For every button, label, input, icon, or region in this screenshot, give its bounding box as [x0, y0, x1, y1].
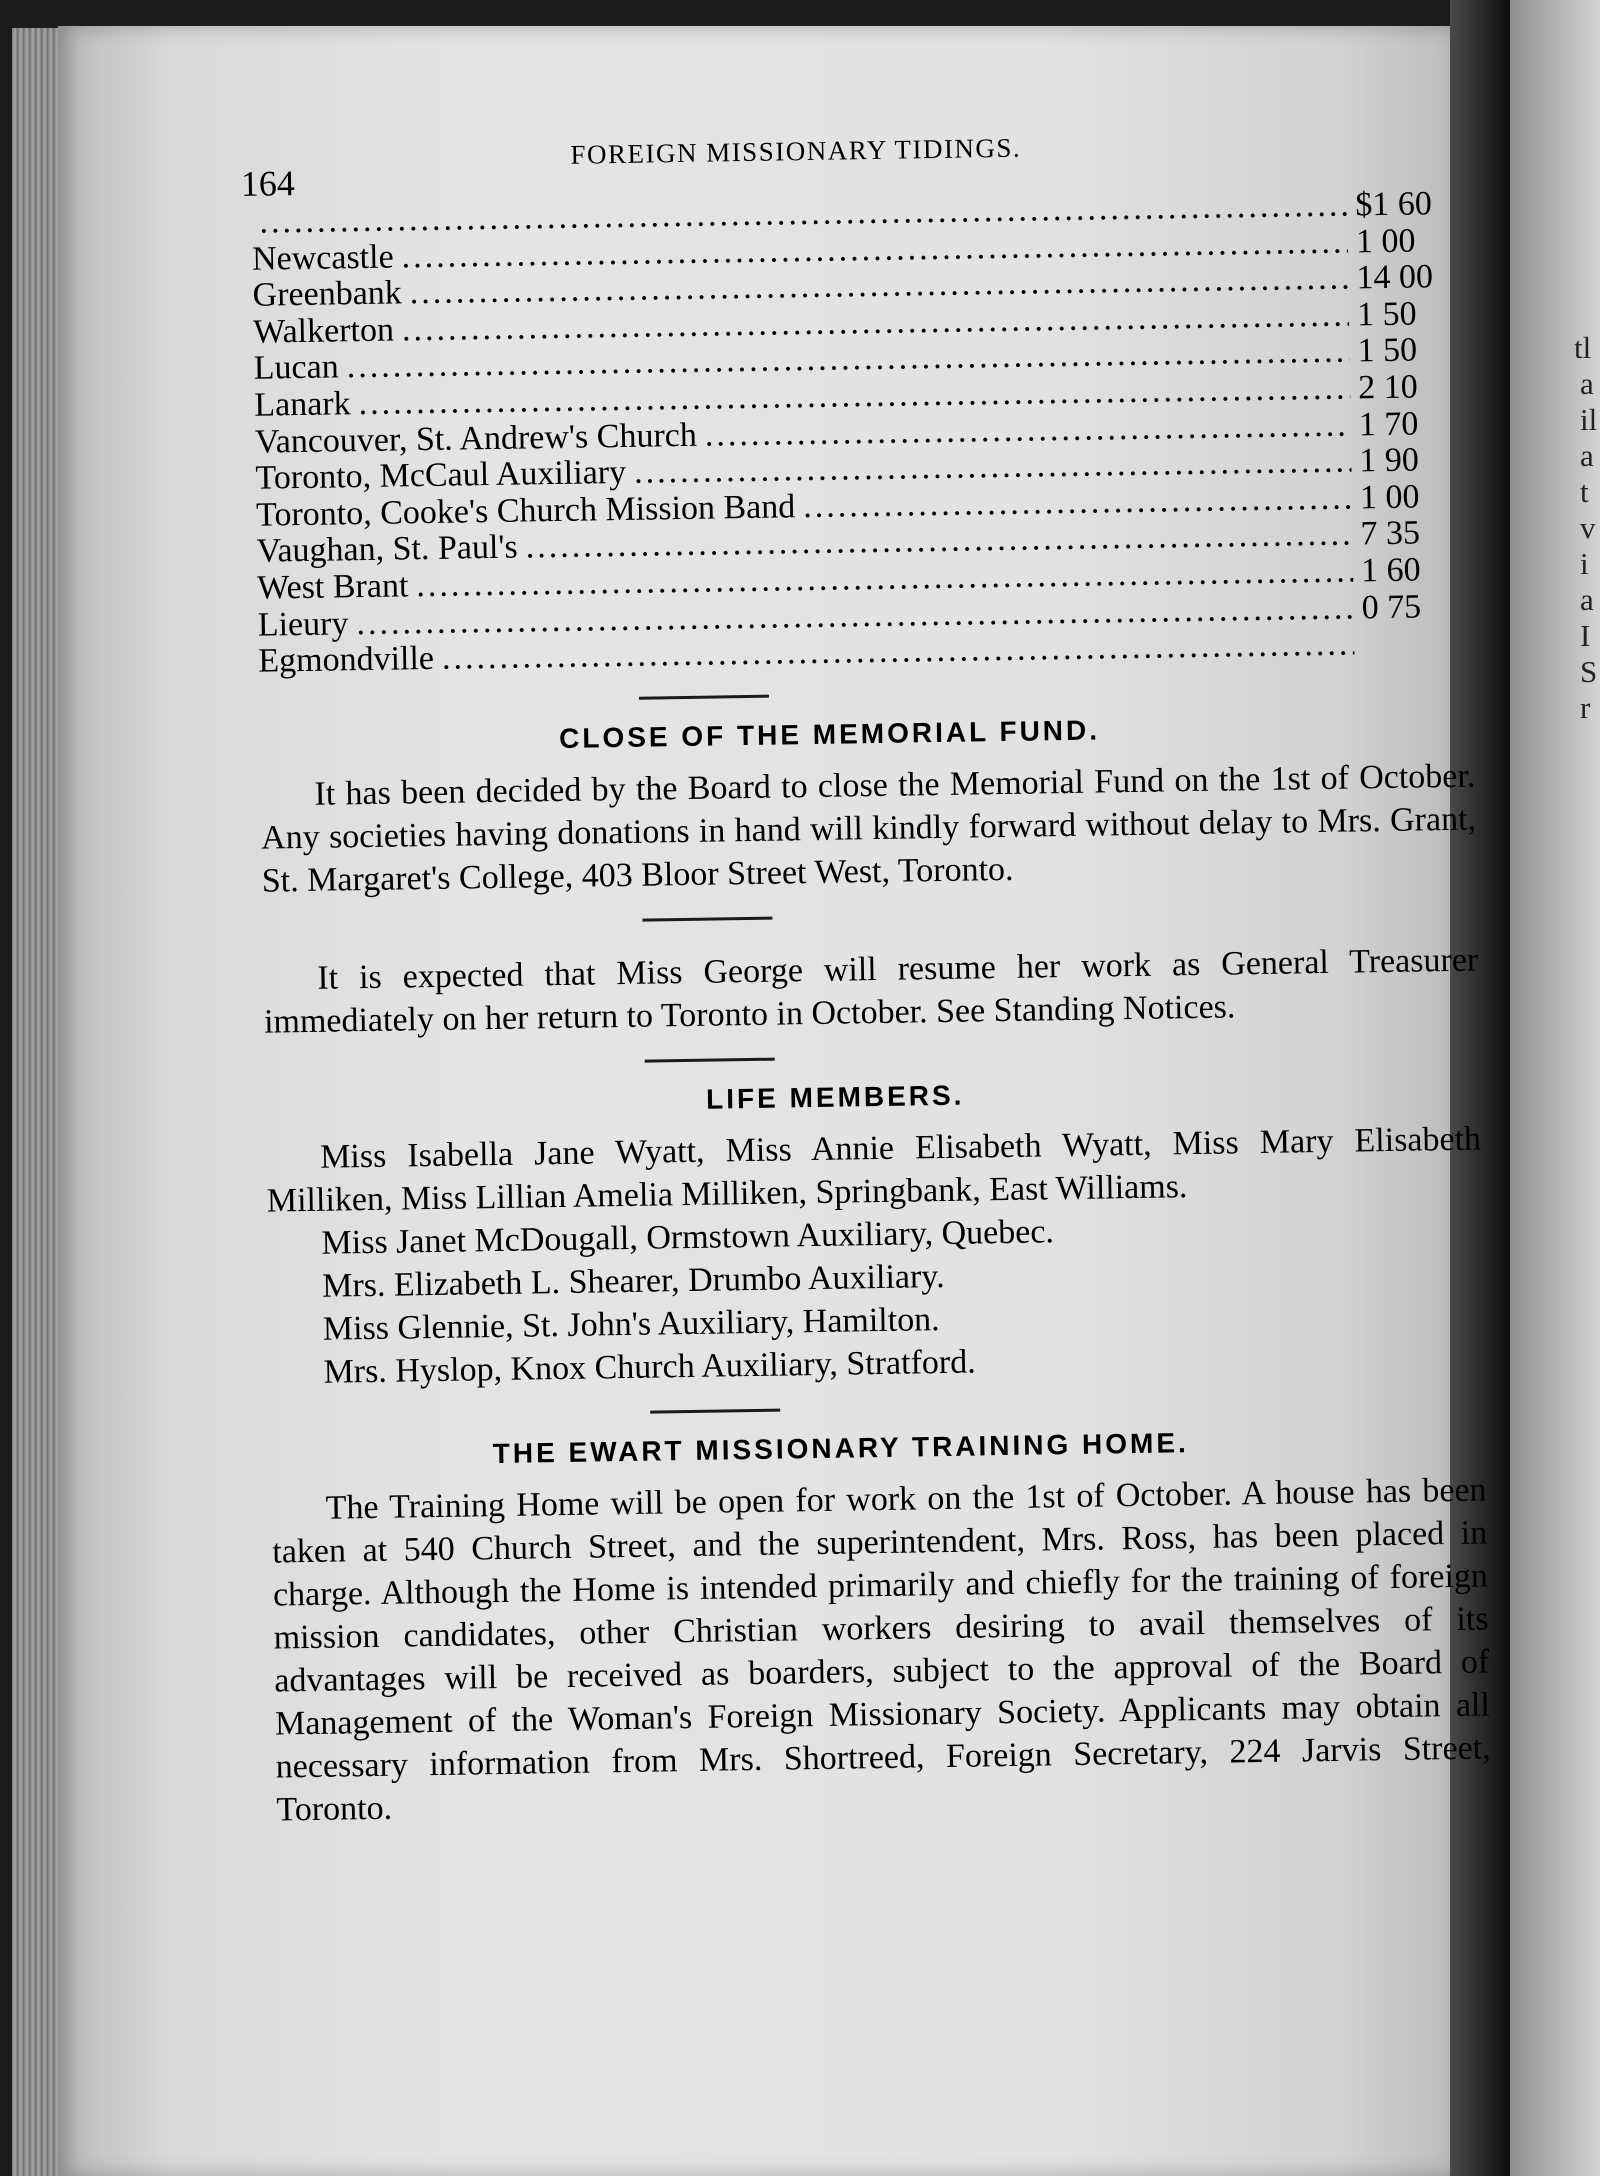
- section-divider: [645, 1057, 775, 1062]
- contribution-place: Vaughan, St. Paul's: [256, 528, 519, 571]
- contribution-amount: 1 50: [1357, 331, 1418, 370]
- facing-page-fragment: tl: [1574, 330, 1592, 365]
- contribution-amount: [1362, 653, 1478, 655]
- facing-page-fragment: r: [1580, 690, 1591, 725]
- life-member-entry: Mrs. Hyslop, Knox Church Auxiliary, Stratford.: [323, 1343, 976, 1391]
- contribution-amount: 2 10: [1357, 368, 1418, 407]
- contribution-amount: 1 50: [1356, 295, 1417, 334]
- contribution-amount: 1 00: [1359, 478, 1420, 517]
- life-member-entry: Mrs. Elizabeth L. Shearer, Drumbo Auxiliary.: [321, 1257, 945, 1305]
- contribution-amount: $1 60: [1355, 185, 1433, 224]
- section-divider: [642, 916, 772, 921]
- contribution-amount: 1 00: [1355, 222, 1416, 260]
- facing-page-fragment: a: [1580, 366, 1594, 401]
- running-head: FOREIGN MISSIONARY TIDINGS.: [570, 132, 1022, 170]
- facing-page-edge: [1510, 0, 1600, 2176]
- contribution-place: Toronto, Cooke's Church Mission Band: [255, 487, 796, 534]
- training-home-paragraph: The Training Home will be open for work on the 1st of October. A house has been taken at 540 Church Street, and the superintendent, Mrs. Ross, has been placed in charge. Although the Home is intended primarily and chiefly for the training of foreign mission candidates, other Christian workers desiring to avail themselves of its advantages will be received as boarders, subject to the approval of the Board of Management of the Woman's Foreign Missionary Society. Applicants may obtain all necessary information from Mrs. Shortreed, Foreign Secretary, 224 Jarvis Street, Toronto.: [272, 1471, 1491, 1829]
- page-content: [170, 110, 1497, 1833]
- facing-page-fragment: I: [1580, 618, 1591, 653]
- contribution-place: Greenbank: [252, 274, 403, 314]
- contribution-amount: 14 00: [1356, 258, 1434, 297]
- memorial-fund-heading: CLOSE OF THE MEMORIAL FUND.: [558, 714, 1101, 754]
- contribution-amount: 0 75: [1361, 587, 1422, 626]
- contribution-amount: 1 70: [1358, 404, 1419, 443]
- treasurer-notice-paragraph: It is expected that Miss George will resume her work as General Treasurer immediately on her return to Toronto in October. See Standing Notices.: [263, 941, 1479, 1041]
- contribution-amount: 7 35: [1360, 514, 1421, 553]
- section-divider: [650, 1408, 780, 1413]
- facing-page-fragment: a: [1580, 582, 1594, 617]
- contribution-place: Lanark: [254, 385, 351, 424]
- life-members-paragraph: Miss Isabella Jane Wyatt, Miss Annie Elisabeth Wyatt, Miss Mary Elisabeth Milliken, Miss Lillian Amelia Milliken, Springbank, East Williams.: [266, 1120, 1482, 1220]
- life-member-entry: Miss Janet McDougall, Ormstown Auxiliary, Quebec.: [321, 1212, 1055, 1262]
- section-divider: [639, 694, 769, 699]
- contribution-place: Lieury: [257, 604, 349, 644]
- contribution-place: Vancouver, St. Andrew's Church: [254, 416, 698, 461]
- training-home-heading: THE EWART MISSIONARY TRAINING HOME.: [492, 1426, 1190, 1469]
- contribution-amount: 1 60: [1360, 551, 1421, 590]
- contribution-place: Walkerton: [252, 311, 395, 351]
- contribution-list: [251, 186, 1478, 681]
- facing-page-fragment: il: [1580, 402, 1598, 437]
- facing-page-fragment: v: [1580, 510, 1596, 545]
- contribution-place: Lucan: [253, 348, 339, 388]
- contribution-amount: 1 90: [1359, 441, 1420, 480]
- contribution-place: West Brant: [256, 567, 409, 607]
- contribution-place: Newcastle: [251, 238, 394, 278]
- contribution-place: Toronto, McCaul Auxiliary: [255, 454, 627, 497]
- life-members-heading: LIFE MEMBERS.: [705, 1079, 965, 1115]
- life-member-entry: Miss Glennie, St. John's Auxiliary, Hamilton.: [322, 1300, 940, 1348]
- page-number: 164: [240, 163, 296, 204]
- memorial-fund-paragraph: It has been decided by the Board to close the Memorial Fund on the 1st of October. Any societies having donations in hand will kindly forward without delay to Mrs. Grant, St. Margaret's College, 403 Bloor Street West, Toronto.: [260, 757, 1477, 900]
- facing-page-fragment: i: [1580, 546, 1589, 581]
- facing-page-fragment: t: [1580, 474, 1589, 509]
- facing-page-fragment: S: [1580, 654, 1598, 689]
- facing-page-fragment: a: [1580, 438, 1594, 473]
- contribution-place: Egmondville: [258, 640, 435, 680]
